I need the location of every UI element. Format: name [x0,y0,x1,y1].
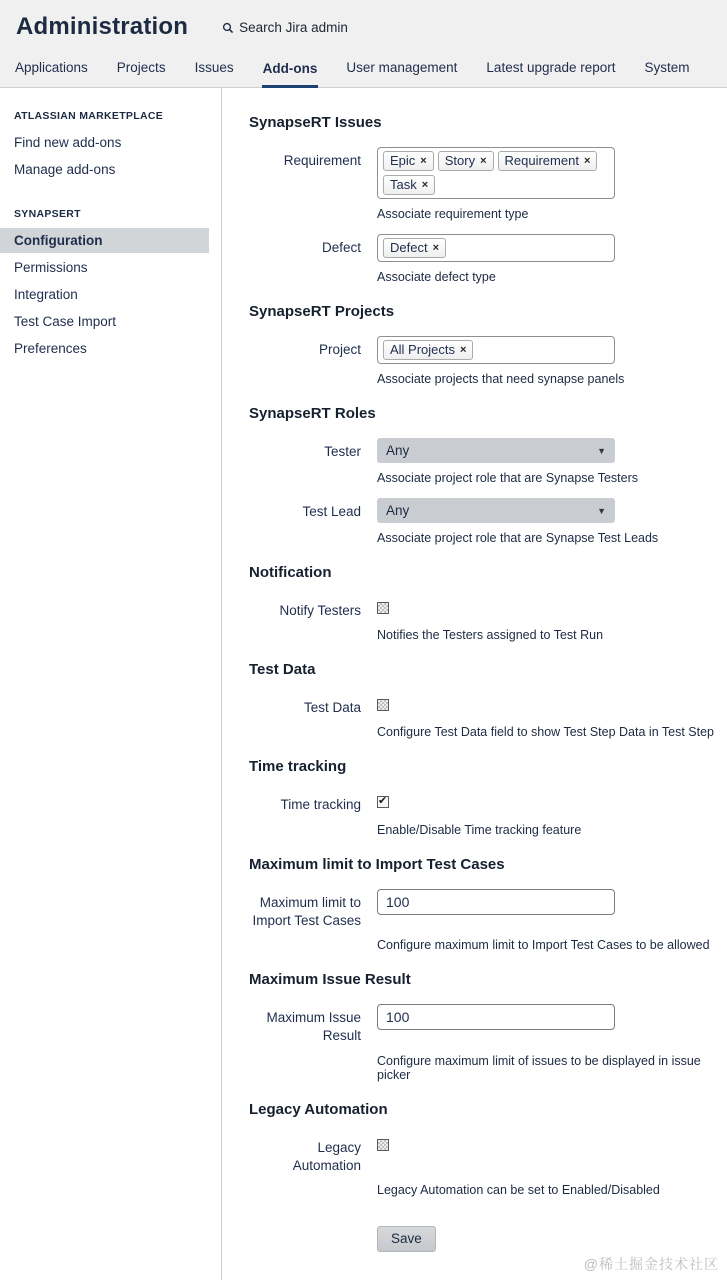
field-help: Associate projects that need synapse panels [377,372,625,386]
tag-label: Requirement [504,153,579,168]
section-heading: Maximum Issue Result [249,971,411,989]
field-label: Project [318,342,361,357]
max-import-limit-input[interactable] [377,889,615,915]
admin-search[interactable] [222,20,348,35]
sidebar-item-test-case-import[interactable]: Test Case Import [14,314,117,329]
field-tester [249,438,717,485]
field-max-import-limit [249,889,717,952]
time-tracking-checkbox[interactable] [377,796,389,808]
sidebar-item-find-new-add-ons[interactable]: Find new add-ons [14,135,122,150]
tab-user-management[interactable]: User management [346,60,458,75]
field-project [249,336,717,386]
field-help: Associate requirement type [377,207,529,221]
tab-system[interactable]: System [644,60,690,75]
section-heading: Time tracking [249,758,347,776]
field-notify-testers [249,597,717,642]
section-heading: Legacy Automation [249,1100,388,1118]
field-label: Notify Testers [279,603,361,618]
chevron-down-icon: ▼ [597,505,606,516]
page-title: Administration [16,13,189,40]
field-help: Associate project role that are Synapse Testers [377,471,639,485]
tag-label: Epic [390,153,416,168]
tester-select[interactable] [377,438,615,463]
tag-chip [498,151,598,171]
tag-chip [383,151,434,171]
field-label: Test Lead [302,504,361,519]
save-button[interactable]: Save [377,1226,436,1252]
remove-tag-icon[interactable]: × [421,178,429,191]
requirement-multiselect[interactable] [377,147,615,199]
legacy-automation-checkbox[interactable] [377,1139,389,1151]
tab-add-ons[interactable]: Add-ons [262,53,319,88]
section-synapsert-projects [249,303,717,386]
admin-header [0,0,727,48]
field-max-issue-result [249,1004,717,1081]
sidebar-item-integration[interactable]: Integration [14,287,78,302]
remove-tag-icon[interactable]: × [420,154,427,167]
field-defect [249,234,717,284]
section-synapsert-roles [249,405,717,545]
tag-chip [383,340,473,360]
remove-tag-icon[interactable]: × [583,154,591,167]
field-test-data [249,694,717,739]
section-notification [249,564,717,642]
section-legacy-automation [249,1101,717,1197]
defect-multiselect[interactable] [377,234,615,262]
section-test-data [249,661,717,739]
admin-tabbar [0,48,727,88]
sidebar-section-title: ATLASSIAN MARKETPLACE [14,110,164,122]
test-data-checkbox[interactable] [377,699,389,711]
sidebar-item-configuration[interactable]: Configuration [0,228,209,253]
field-help: Legacy Automation can be set to Enabled/Disabled [377,1182,660,1197]
select-value: Any [386,503,410,518]
project-multiselect[interactable] [377,336,615,364]
field-requirement [249,147,717,221]
remove-tag-icon[interactable]: × [432,241,440,254]
field-label: Tester [324,444,361,459]
max-issue-result-input[interactable] [377,1004,615,1030]
tag-chip [438,151,494,171]
field-help: Associate defect type [377,270,496,284]
sidebar-section-marketplace [0,110,221,182]
section-heading: SynapseRT Issues [249,114,382,131]
tag-chip [383,238,446,258]
watermark: @稀土掘金技术社区 [583,1255,719,1272]
section-heading: SynapseRT Projects [249,303,395,320]
field-label: Maximum limit to Import Test Cases [252,894,361,928]
field-label: Requirement [283,153,361,168]
search-icon [222,22,234,34]
field-label: Maximum Issue Result [266,1010,361,1044]
section-max-issue-result [249,971,717,1081]
sidebar-item-manage-add-ons[interactable]: Manage add-ons [14,162,116,177]
tab-latest-upgrade-report[interactable]: Latest upgrade report [486,60,616,75]
field-label: Test Data [303,700,361,716]
remove-tag-icon[interactable]: × [460,343,467,356]
section-heading: Notification [249,564,332,581]
tab-issues[interactable]: Issues [194,60,234,75]
field-time-tracking [249,791,717,836]
tag-label: Story [444,153,476,168]
section-heading: Maximum limit to Import Test Cases [249,855,505,873]
field-help: Associate project role that are Synapse Test Leads [377,531,659,545]
field-help: Notifies the Testers assigned to Test Run [377,628,604,643]
sidebar-section-synapsert [0,208,221,361]
field-label: Defect [321,240,361,255]
section-time-tracking [249,758,717,836]
sidebar-item-permissions[interactable]: Permissions [14,260,88,275]
field-help: Configure maximum limit of issues to be displayed in issue picker [377,1053,701,1082]
section-synapsert-issues [249,114,717,284]
notify-testers-checkbox[interactable] [377,602,389,614]
remove-tag-icon[interactable]: × [480,154,487,167]
tab-applications[interactable]: Applications [15,60,88,75]
check-icon: ✔ [378,795,388,808]
field-label: Time tracking [280,797,361,813]
tag-chip [383,175,435,195]
tag-label: All Projects [390,342,456,357]
sidebar-item-preferences[interactable]: Preferences [14,341,87,356]
field-legacy-automation [249,1134,717,1197]
sidebar-section-title: SYNAPSERT [14,208,81,220]
tab-projects[interactable]: Projects [116,60,166,75]
select-value: Any [386,443,410,458]
field-help: Enable/Disable Time tracking feature [377,822,582,837]
search-label: Search Jira admin [239,19,348,35]
chevron-down-icon: ▼ [597,445,606,456]
sidebar [0,88,222,1280]
section-heading: SynapseRT Roles [249,405,376,422]
field-help: Configure Test Data field to show Test Step Data in Test Step [377,725,714,740]
test-lead-select[interactable] [377,498,615,523]
section-max-import-limit [249,856,717,952]
tag-label: Defect [390,240,428,255]
field-help: Configure maximum limit to Import Test Cases to be allowed [377,938,710,953]
field-label: Legacy Automation [292,1139,361,1173]
configuration-form [222,88,727,1280]
section-heading: Test Data [249,661,316,679]
tag-label: Task [390,177,417,192]
field-test-lead [249,498,717,545]
